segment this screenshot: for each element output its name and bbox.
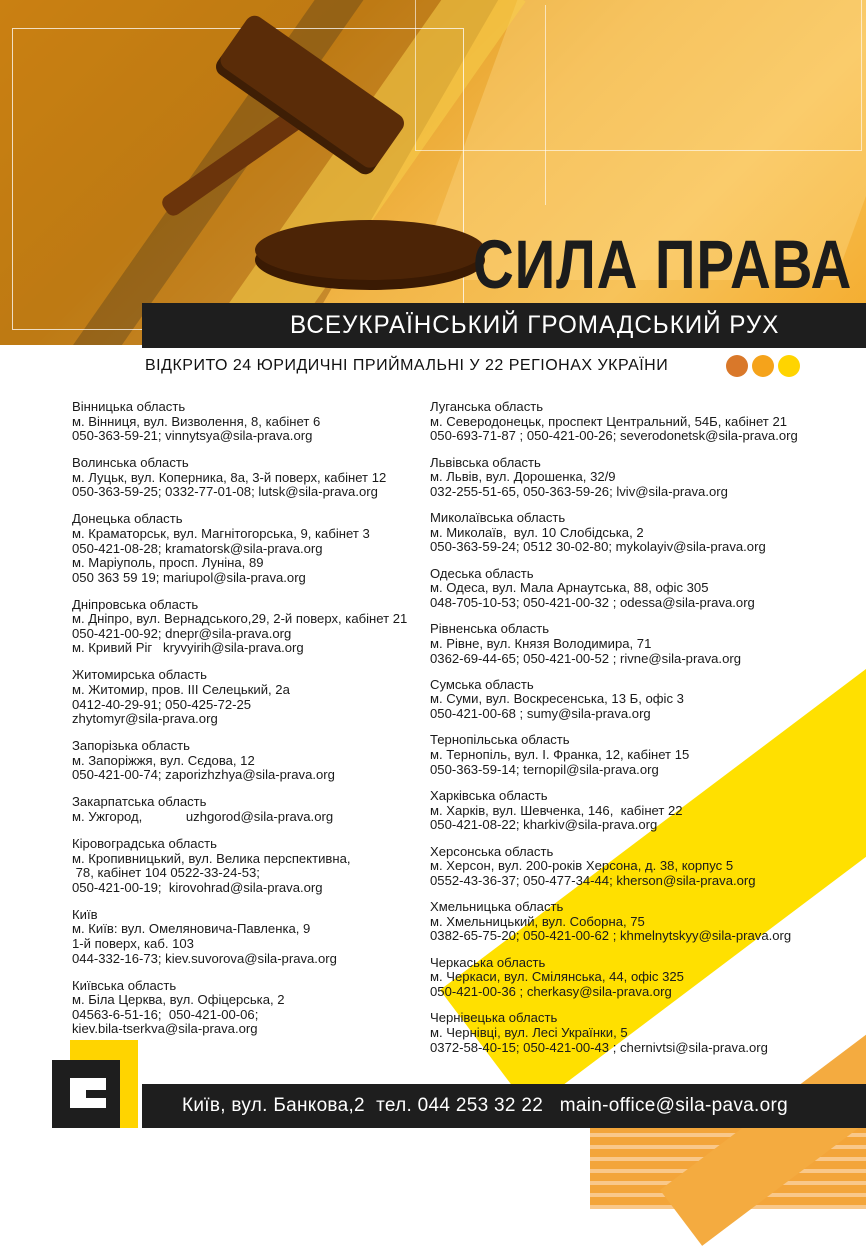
banner-frame-line <box>545 5 546 205</box>
office-detail-line: 050-363-59-25; 0332-77-01-08; lutsk@sila-prava.org <box>72 484 378 500</box>
gavel-sound-block-image <box>255 220 485 280</box>
office-entry <box>430 845 850 889</box>
office-detail-line: 050-363-59-14; ternopil@sila-prava.org <box>430 761 659 777</box>
office-detail-line: 0362-69-44-65; 050-421-00-52 ; rivne@sila-prava.org <box>430 650 741 666</box>
office-detail-line: м. Дніпро, вул. Вернадського,29, 2-й поверх, кабінет 21 <box>72 611 408 627</box>
page-title: СИЛА ПРАВА <box>473 226 853 303</box>
office-entry <box>430 511 850 555</box>
office-detail-line: м. Маріуполь, просп. Луніна, 89 <box>72 555 264 571</box>
office-detail-line: 048-705-10-53; 050-421-00-32 ; odessa@sila-prava.org <box>430 594 755 610</box>
office-detail-line: м. Кропивницький, вул. Велика перспективна, <box>72 850 351 866</box>
office-entry <box>72 908 412 966</box>
decor-dot-orange <box>726 355 748 377</box>
office-detail-line: 0382-65-75-20; 050-421-00-62 ; khmelnytskyy@sila-prava.org <box>430 928 792 944</box>
office-detail-line: 050-421-00-74; zaporizhzhya@sila-prava.org <box>72 767 335 783</box>
office-detail-line: м. Одеса, вул. Мала Арнаутська, 88, офіс 305 <box>430 580 709 596</box>
logo-mark-bar <box>86 1090 106 1098</box>
region-name: Чернівецька область <box>430 1010 558 1026</box>
office-detail-line: 032-255-51-65, 050-363-59-26; lviv@sila-prava.org <box>430 483 728 499</box>
region-name: Тернопільська область <box>430 732 570 748</box>
office-entry <box>72 668 412 726</box>
region-name: Донецька область <box>72 511 183 527</box>
region-name: Рівненська область <box>430 621 550 637</box>
office-detail-line: 050-421-00-19; kirovohrad@sila-prava.org <box>72 879 323 895</box>
office-entry <box>430 400 850 444</box>
office-detail-line: м. Хмельницький, вул. Соборна, 75 <box>430 913 645 929</box>
region-name: Кіровоградська область <box>72 835 217 851</box>
office-detail-line: 0372-58-40-15; 050-421-00-43 ; chernivtsi@sila-prava.org <box>430 1039 768 1055</box>
office-entry <box>72 400 412 444</box>
region-name: Хмельницька область <box>430 899 564 915</box>
office-detail-line: 04563-6-51-16; 050-421-00-06; <box>72 1006 259 1022</box>
office-detail-line: 050-693-71-87 ; 050-421-00-26; severodonetsk@sila-prava.org <box>430 428 798 444</box>
office-detail-line: 0412-40-29-91; 050-425-72-25 <box>72 696 252 712</box>
office-entry <box>72 979 412 1037</box>
offices-right-column <box>430 400 850 1067</box>
header-photo-banner <box>0 0 866 345</box>
subtitle-bar <box>142 303 866 348</box>
office-detail-line: м. Краматорськ, вул. Магнітогорська, 9, кабінет 3 <box>72 525 370 541</box>
region-name: Волинська область <box>72 455 189 471</box>
office-detail-line: м. Рівне, вул. Князя Володимира, 71 <box>430 635 652 651</box>
office-detail-line: 050-421-00-68 ; sumy@sila-prava.org <box>430 706 651 722</box>
footer-contact: Київ, вул. Банкова,2 тел. 044 253 32 22 main-office@sila-pava.org <box>182 1095 788 1116</box>
office-detail-line: м. Кривий Ріг kryvyirih@sila-prava.org <box>72 640 304 656</box>
office-entry <box>430 789 850 833</box>
office-entry <box>430 456 850 500</box>
region-name: Вінницька область <box>72 399 186 414</box>
office-entry <box>430 1011 850 1055</box>
office-detail-line: м. Чернівці, вул. Лесі Українки, 5 <box>430 1024 628 1040</box>
office-entry <box>430 733 850 777</box>
decor-dot-amber <box>752 355 774 377</box>
office-detail-line: м. Львів, вул. Дорошенка, 32/9 <box>430 469 616 485</box>
region-name: Львівська область <box>430 454 541 470</box>
office-detail-line: 1-й поверх, каб. 103 <box>72 935 194 951</box>
office-detail-line: м. Миколаїв, вул. 10 Слобідська, 2 <box>430 524 644 540</box>
office-detail-line: м. Київ: вул. Омеляновича-Павленка, 9 <box>72 921 311 937</box>
office-detail-line: kiev.bila-tserkva@sila-prava.org <box>72 1021 258 1037</box>
region-name: Запорізька область <box>72 738 190 754</box>
office-detail-line: zhytomyr@sila-prava.org <box>72 711 218 727</box>
announcement-text: ВІДКРИТО 24 ЮРИДИЧНІ ПРИЙМАЛЬНІ У 22 РЕГІОНАХ УКРАЇНИ <box>145 357 669 374</box>
office-entry <box>430 622 850 666</box>
office-detail-line: 050-421-08-28; kramatorsk@sila-prava.org <box>72 540 323 556</box>
banner-frame-line <box>415 0 862 151</box>
office-detail-line: м. Тернопіль, вул. І. Франка, 12, кабінет 15 <box>430 747 690 763</box>
region-name: Херсонська область <box>430 843 554 859</box>
region-name: Сумська область <box>430 676 534 692</box>
decor-dot-yellow <box>778 355 800 377</box>
footer-bar <box>142 1084 866 1128</box>
office-detail-line: 050-421-00-36 ; cherkasy@sila-prava.org <box>430 983 672 999</box>
office-entry <box>72 598 412 656</box>
region-name: Харківська область <box>430 788 548 804</box>
office-entry <box>430 900 850 944</box>
office-detail-line: м. Северодонецьк, проспект Центральний, 54Б, кабінет 21 <box>430 413 788 429</box>
region-name: Дніпровська область <box>72 596 199 612</box>
page-subtitle: ВСЕУКРАЇНСЬКИЙ ГРОМАДСЬКИЙ РУХ <box>290 311 780 339</box>
office-detail-line: 050-421-08-22; kharkiv@sila-prava.org <box>430 817 658 833</box>
office-entry <box>430 956 850 1000</box>
office-entry <box>72 739 412 783</box>
office-detail-line: м. Черкаси, вул. Смілянська, 44, офіс 325 <box>430 969 684 985</box>
offices-left-column <box>72 400 412 1049</box>
office-detail-line: м. Житомир, пров. ІІІ Селецький, 2а <box>72 682 290 698</box>
office-detail-line: 050-363-59-24; 0512 30-02-80; mykolayiv@sila-prava.org <box>430 539 766 555</box>
office-detail-line: м. Луцьк, вул. Коперника, 8а, 3-й поверх, кабінет 12 <box>72 469 387 485</box>
office-detail-line: м. Херсон, вул. 200-років Херсона, д. 38, корпус 5 <box>430 858 734 874</box>
office-entry <box>72 795 412 824</box>
office-entry <box>72 837 412 895</box>
office-detail-line: 78, кабінет 104 0522-33-24-53; <box>72 865 260 881</box>
office-detail-line: м. Суми, вул. Воскресенська, 13 Б, офіс 3 <box>430 691 684 707</box>
office-entry <box>430 567 850 611</box>
region-name: Житомирська область <box>72 667 207 683</box>
office-detail-line: м. Біла Церква, вул. Офіцерська, 2 <box>72 992 285 1008</box>
region-name: Київська область <box>72 977 177 993</box>
region-name: Київ <box>72 906 98 922</box>
region-name: Луганська область <box>430 399 544 414</box>
region-name: Закарпатська область <box>72 794 207 810</box>
office-detail-line: м. Вінниця, вул. Визволення, 8, кабінет 6 <box>72 413 321 429</box>
office-detail-line: м. Запоріжжя, вул. Сєдова, 12 <box>72 752 255 768</box>
office-detail-line: 050 363 59 19; mariupol@sila-prava.org <box>72 569 306 585</box>
office-entry <box>72 456 412 500</box>
office-entry <box>430 678 850 722</box>
office-detail-line: 044-332-16-73; kiev.suvorova@sila-prava.org <box>72 950 337 966</box>
office-detail-line: м. Ужгород, uzhgorod@sila-prava.org <box>72 809 334 824</box>
office-entry <box>72 512 412 585</box>
office-detail-line: 0552-43-36-37; 050-477-34-44; kherson@sila-prava.org <box>430 872 756 888</box>
office-detail-line: 050-363-59-21; vinnytsya@sila-prava.org <box>72 428 313 444</box>
office-detail-line: м. Харків, вул. Шевченка, 146, кабінет 22 <box>430 802 683 818</box>
office-detail-line: 050-421-00-92; dnepr@sila-prava.org <box>72 625 292 641</box>
region-name: Миколаївська область <box>430 510 566 526</box>
region-name: Одеська область <box>430 565 534 581</box>
region-name: Черкаська область <box>430 954 546 970</box>
